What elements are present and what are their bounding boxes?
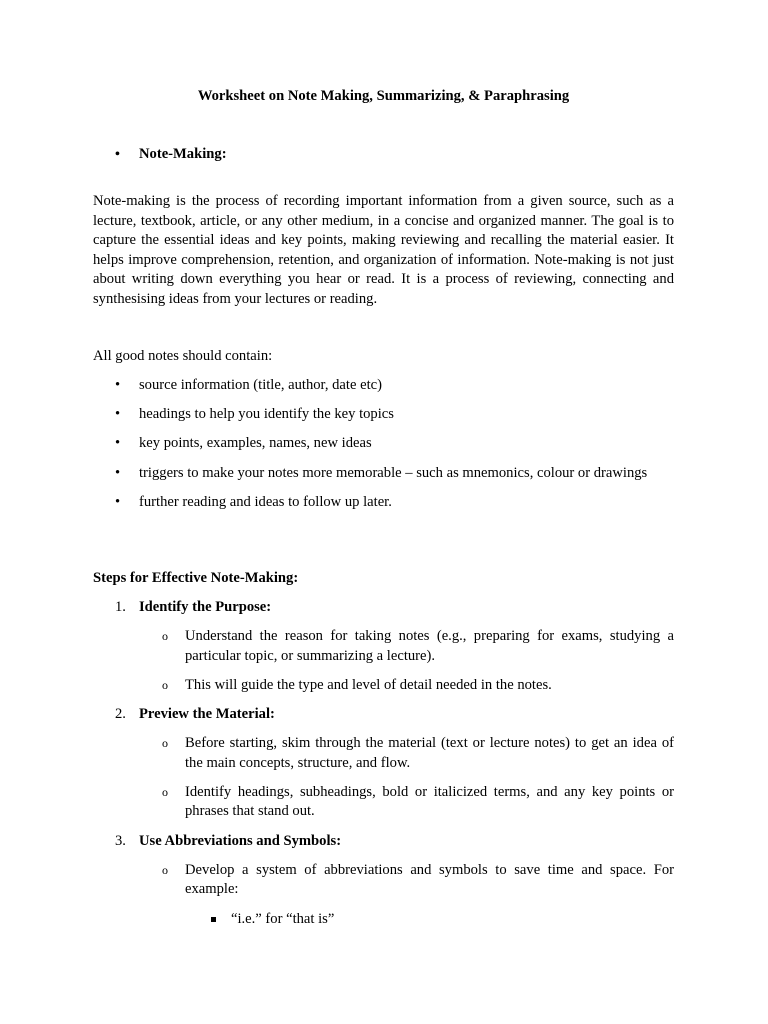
step-number: 3. [115,832,126,849]
step-point [139,627,674,666]
step-points [139,627,674,695]
example-list [185,910,674,930]
bullet-icon: • [115,493,121,510]
contents-list [93,376,674,522]
step-title: Preview the Material: [139,706,275,723]
list-item [93,434,674,454]
list-item-text: headings to help you identify the key topics [139,406,394,423]
circle-bullet-icon: o [162,677,168,692]
intro-paragraph: Note-making is the process of recording important information from a given source, such as a lecture, textbook, article, or any other medium, in a concise and organized manner. The goal is to capture the essential ideas and key points, making reviewing and recalling the material easier. It helps improve comprehension, retention, and organization of information. Note-making is not just about writing down everything you hear or read. It is a process of reviewing, connecting and synthesising ideas from your lectures or reading. [93,193,674,307]
bullet-icon: • [115,435,121,452]
bullet-icon: • [115,377,121,393]
section-heading-label: Note-Making: [139,146,227,162]
list-item-text: source information (title, author, date etc) [139,377,382,393]
step-point-text: Understand the reason for taking notes (e.g., preparing for exams, studying a particular topic, or summarizing a lecture). [185,628,674,664]
step-points [139,861,674,929]
bullet-icon: • [115,464,121,481]
bullet-icon: • [115,147,120,162]
bullet-icon: • [115,406,121,423]
list-item-text: further reading and ideas to follow up later. [139,493,392,510]
list-item [93,376,674,396]
circle-bullet-icon: o [162,784,168,799]
document-page [93,0,674,1024]
step-point-text: Identify headings, subheadings, bold or italicized terms, and any key points or phrases that stand out. [185,783,674,820]
list-item [93,493,674,513]
step-point [139,676,674,696]
step-point-text: Develop a system of abbreviations and symbols to save time and space. For example: [185,861,674,898]
circle-bullet-icon: o [162,862,168,877]
list-item [93,405,674,425]
document-title: Worksheet on Note Making, Summarizing, & Paraphrasing [197,88,570,104]
list-item [93,464,674,484]
square-bullet-icon [211,917,216,922]
step-number: 1. [115,599,126,615]
example-text: “i.e.” for “that is” [231,910,335,927]
steps-list [93,598,674,939]
contents-lead-text: All good notes should contain: [93,348,273,364]
step-item [93,705,674,822]
example-item [185,910,674,930]
step-point [139,783,674,822]
step-number: 2. [115,706,126,723]
step-point-text: Before starting, skim through the material (text or lecture notes) to get an idea of the main concepts, structure, and flow. [185,735,674,771]
steps-heading: Steps for Effective Note-Making: [93,570,299,586]
step-title: Identify the Purpose: [139,599,272,615]
step-title: Use Abbreviations and Symbols: [139,832,342,849]
step-points [139,734,674,822]
list-item-text: key points, examples, names, new ideas [139,435,372,452]
list-item-text: triggers to make your notes more memorable – such as mnemonics, colour or drawings [139,464,648,481]
step-point [139,734,674,773]
step-item [93,832,674,929]
step-point [139,861,674,929]
circle-bullet-icon: o [162,736,168,751]
step-item [93,598,674,695]
step-point-text: This will guide the type and level of detail needed in the notes. [185,676,552,693]
circle-bullet-icon: o [162,629,168,644]
